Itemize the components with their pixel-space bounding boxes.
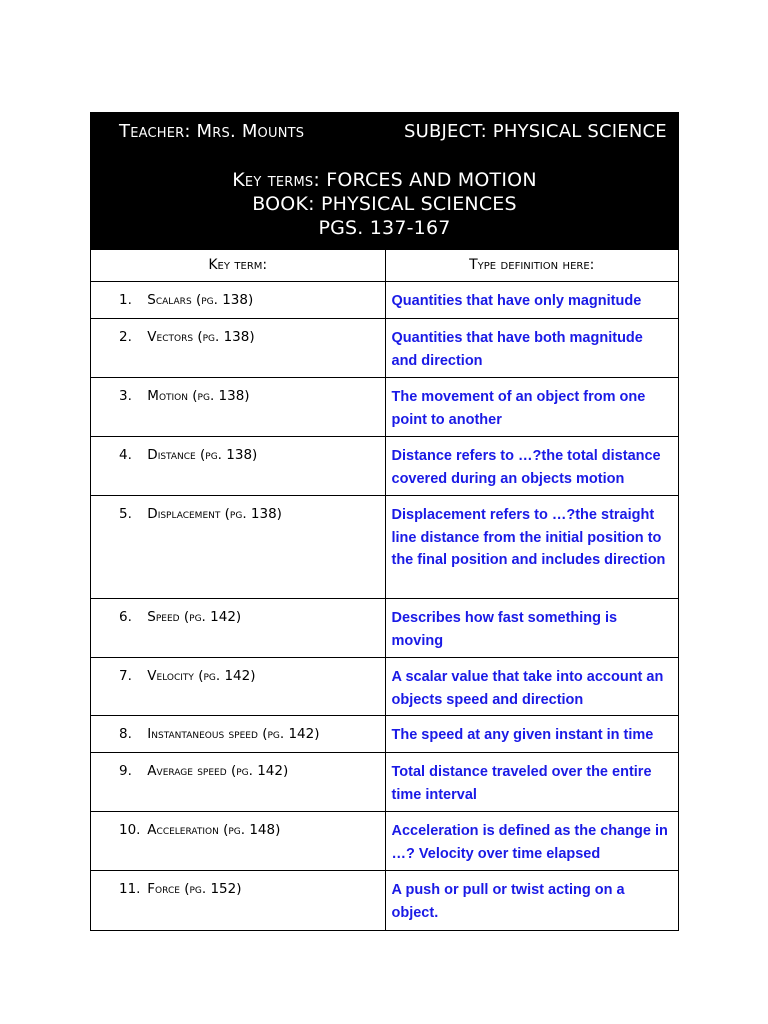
term-text: Instantaneous speed (pg. 142) — [147, 726, 320, 742]
header-title-block — [91, 168, 678, 240]
header-banner — [91, 113, 678, 249]
term-cell — [91, 871, 385, 930]
term-cell — [91, 496, 385, 599]
definition-cell[interactable]: A push or pull or twist acting on a object. — [385, 871, 678, 930]
term-text: Average speed (pg. 142) — [147, 763, 289, 779]
key-terms-sheet — [90, 112, 679, 931]
term-cell — [91, 716, 385, 753]
term-number: 9. — [119, 763, 132, 779]
subject-label: SUBJECT: PHYSICAL SCIENCE — [404, 121, 667, 142]
definition-cell[interactable]: A scalar value that take into account an objects speed and direction — [385, 658, 678, 716]
table-row — [91, 753, 678, 812]
term-text: Vectors (pg. 138) — [147, 329, 255, 345]
teacher-label: Teacher: Mrs. Mounts — [119, 121, 305, 142]
term-number: 8. — [119, 726, 132, 742]
definition-cell[interactable]: Describes how fast something is moving — [385, 599, 678, 658]
table-row — [91, 812, 678, 871]
term-text: Acceleration (pg. 148) — [147, 822, 281, 838]
definition-cell[interactable]: The speed at any given instant in time — [385, 716, 678, 753]
term-cell — [91, 378, 385, 437]
column-header-definition: Type definition here: — [385, 250, 678, 282]
term-text: Distance (pg. 138) — [147, 447, 258, 463]
term-number: 11. — [119, 881, 141, 897]
term-text: Motion (pg. 138) — [147, 388, 250, 404]
term-cell — [91, 753, 385, 812]
term-cell — [91, 319, 385, 378]
term-number: 1. — [119, 292, 132, 308]
table-row — [91, 716, 678, 753]
term-text: Speed (pg. 142) — [147, 609, 242, 625]
table-row — [91, 658, 678, 716]
term-number: 2. — [119, 329, 132, 345]
term-text: Displacement (pg. 138) — [147, 506, 282, 522]
term-text: Scalars (pg. 138) — [147, 292, 254, 308]
definition-cell[interactable]: Distance refers to …?the total distance covered during an objects motion — [385, 437, 678, 496]
column-header-term: Key term: — [91, 250, 385, 282]
term-number: 4. — [119, 447, 132, 463]
term-number: 3. — [119, 388, 132, 404]
term-number: 10. — [119, 822, 141, 838]
term-text: Force (pg. 152) — [147, 881, 242, 897]
key-terms-table — [91, 249, 678, 930]
table-row — [91, 496, 678, 599]
term-cell — [91, 282, 385, 319]
table-header-row — [91, 250, 678, 282]
table-row — [91, 319, 678, 378]
term-text: Velocity (pg. 142) — [147, 668, 256, 684]
table-row — [91, 378, 678, 437]
term-cell — [91, 599, 385, 658]
definition-cell[interactable]: Quantities that have only magnitude — [385, 282, 678, 319]
table-row — [91, 437, 678, 496]
term-number: 6. — [119, 609, 132, 625]
definition-cell[interactable]: Total distance traveled over the entire time interval — [385, 753, 678, 812]
definition-cell[interactable]: Acceleration is defined as the change in …? Velocity over time elapsed — [385, 812, 678, 871]
definition-cell[interactable]: Displacement refers to …?the straight line distance from the initial position to the final position and includes direction — [385, 496, 678, 599]
term-number: 7. — [119, 668, 132, 684]
table-row — [91, 282, 678, 319]
definition-cell[interactable]: The movement of an object from one point to another — [385, 378, 678, 437]
term-number: 5. — [119, 506, 132, 522]
definition-cell[interactable]: Quantities that have both magnitude and direction — [385, 319, 678, 378]
table-row — [91, 599, 678, 658]
term-cell — [91, 437, 385, 496]
term-cell — [91, 658, 385, 716]
book-title: BOOK: PHYSICAL SCIENCES — [252, 193, 517, 215]
term-cell — [91, 812, 385, 871]
table-row — [91, 871, 678, 930]
key-terms-title: Key terms: FORCES AND MOTION — [232, 169, 537, 191]
page-range: PGS. 137-167 — [318, 217, 451, 239]
